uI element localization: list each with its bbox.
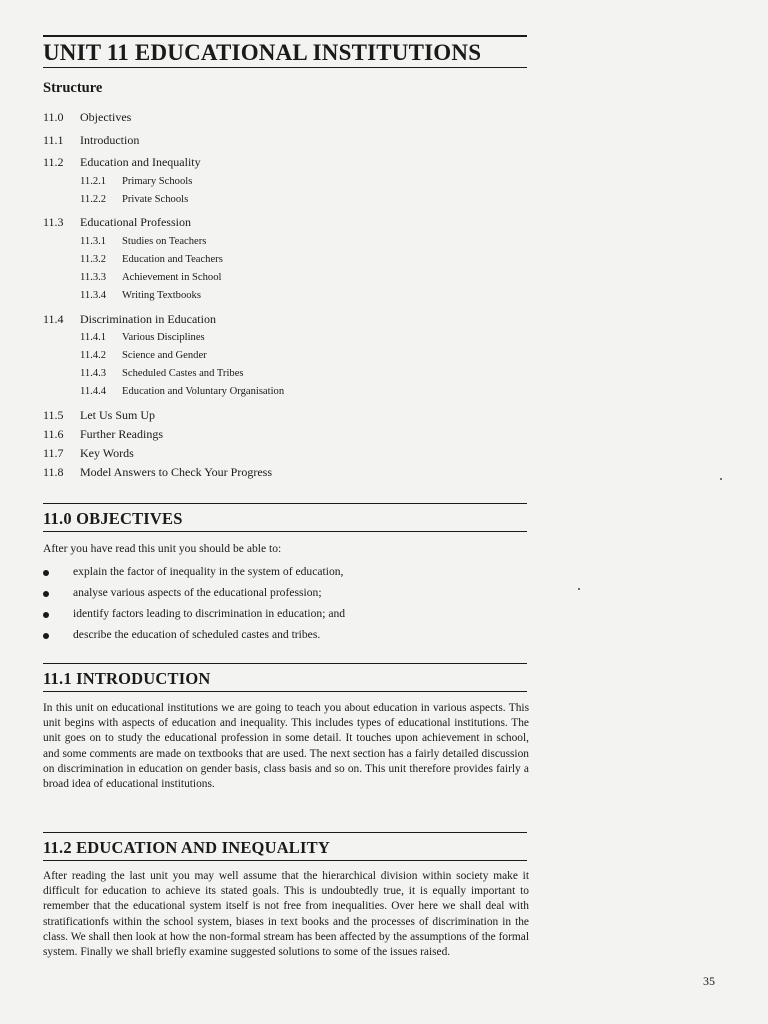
bullet-icon — [43, 633, 49, 639]
toc-number: 11.2.2 — [80, 194, 107, 205]
toc-label: Education and Voluntary Organisation — [122, 386, 285, 397]
toc-label: Science and Gender — [122, 350, 207, 361]
introduction-paragraph: In this unit on educational institutions we are going to teach you about education in various aspects. This unit begins with aspects of education and inequality. This includes types of educational institutions. The unit goes on to study the educational profession in some detail. It touches upon achievement in school, and some comments are made on textbooks that are used. The next section has a fairly detailed discussion on discrimination in education on gender basis, class basis and so on. This unit therefore provides fairly a broad idea of educational institutions. — [43, 702, 529, 791]
section-rule-top — [43, 663, 527, 664]
toc-number: 11.4.3 — [80, 368, 107, 379]
toc-label: Achievement in School — [122, 272, 222, 283]
section-rule-bottom — [43, 691, 527, 692]
toc-label: Primary Schools — [122, 176, 193, 187]
unit-title: UNIT 11 EDUCATIONAL INSTITUTIONS — [43, 40, 482, 65]
toc-label: Let Us Sum Up — [80, 408, 155, 422]
toc-number: 11.3.2 — [80, 254, 107, 265]
toc-label: Education and Inequality — [80, 155, 201, 169]
toc-label: Educational Profession — [80, 215, 191, 229]
toc-number: 11.8 — [43, 465, 64, 479]
objective-text: explain the factor of inequality in the system of education, — [73, 565, 344, 578]
toc-label: Key Words — [80, 446, 134, 460]
toc-label: Private Schools — [122, 194, 189, 205]
toc-number: 11.3.3 — [80, 272, 107, 283]
scan-speck — [578, 588, 580, 590]
bullet-icon — [43, 612, 49, 618]
top-rule — [43, 35, 527, 37]
toc-number: 11.1 — [43, 133, 64, 147]
toc-number: 11.3 — [43, 215, 64, 229]
toc-number: 11.2 — [43, 155, 64, 169]
toc-label: Studies on Teachers — [122, 236, 207, 247]
toc-label: Discrimination in Education — [80, 312, 216, 326]
section-rule-top — [43, 503, 527, 504]
toc-label: Scheduled Castes and Tribes — [122, 368, 244, 379]
bullet-icon — [43, 570, 49, 576]
toc-label: Writing Textbooks — [122, 290, 201, 301]
toc-number: 11.4 — [43, 312, 64, 326]
objective-text: identify factors leading to discrimination in education; and — [73, 607, 346, 620]
toc-label: Objectives — [80, 110, 132, 124]
toc-number: 11.5 — [43, 408, 64, 422]
page-number: 35 — [703, 974, 715, 988]
title-underline — [43, 67, 527, 68]
section-rule-bottom — [43, 531, 527, 532]
toc-label: Introduction — [80, 133, 140, 147]
toc-number: 11.3.1 — [80, 236, 107, 247]
inequality-paragraph: After reading the last unit you may well assume that the hierarchical division within society make it difficult for education to achieve its stated goals. This is undoubtedly true, it is equally important to remember that the educational system itself is not free from inequalities. Over here we shall deal with stratificationfs within the school system, biases in text books and the processes of discrimination in the class. We shall then look at how the non-formal stream has been affected by the assumptions of the formal system. Finally we shall briefly examine suggested solutions to some of the issues raised. — [43, 870, 529, 959]
toc-number: 11.7 — [43, 446, 64, 460]
toc-label: Education and Teachers — [122, 254, 223, 265]
toc-label: Further Readings — [80, 427, 163, 441]
section-heading-objectives: 11.0 OBJECTIVES — [43, 509, 183, 528]
objectives-lead: After you have read this unit you should be able to: — [43, 542, 282, 555]
objective-text: analyse various aspects of the educational profession; — [73, 586, 322, 599]
toc-number: 11.6 — [43, 427, 64, 441]
toc-number: 11.3.4 — [80, 290, 107, 301]
toc-number: 11.4.1 — [80, 332, 107, 343]
section-rule-top — [43, 832, 527, 833]
section-heading-inequality: 11.2 EDUCATION AND INEQUALITY — [43, 838, 330, 857]
bullet-icon — [43, 591, 49, 597]
structure-heading: Structure — [43, 80, 103, 96]
toc-number: 11.4.2 — [80, 350, 107, 361]
objective-text: describe the education of scheduled castes and tribes. — [73, 628, 321, 641]
toc-number: 11.4.4 — [80, 386, 107, 397]
toc-label: Various Disciplines — [122, 332, 205, 343]
scan-speck — [720, 478, 722, 480]
toc-number: 11.0 — [43, 110, 64, 124]
toc-number: 11.2.1 — [80, 176, 107, 187]
section-rule-bottom — [43, 860, 527, 861]
toc-label: Model Answers to Check Your Progress — [80, 465, 272, 479]
section-heading-introduction: 11.1 INTRODUCTION — [43, 669, 211, 688]
